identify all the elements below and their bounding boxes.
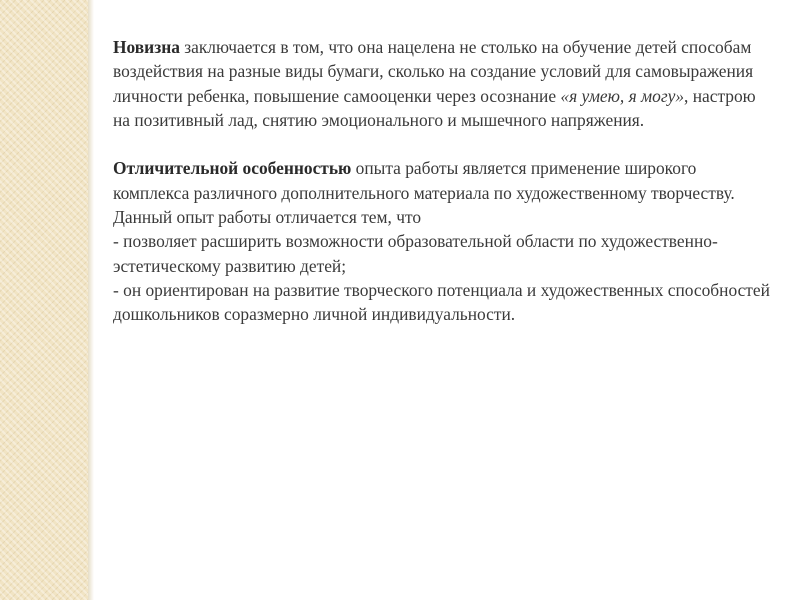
slide-text	[113, 35, 773, 327]
novelty-text-a: заключается в том, что она нацелена не столько на обучение детей способам воздействия на разные виды бумаги, сколько на создание условий для самовыражения личности ребенка, повышение самооценки через осознание	[113, 37, 754, 106]
novelty-term: Новизна	[113, 37, 180, 57]
bullet-item-1: - позволяет расширить возможности образовательной области по художественно-эстетическому развитию детей;	[113, 231, 718, 276]
distinctive-paragraph	[113, 156, 773, 205]
distinctive-term: Отличительной особенностью	[113, 158, 352, 179]
paragraph-gap	[113, 132, 773, 156]
bullet-item-2: - он ориентирован на развитие творческого потенциала и художественных способностей дошкольников соразмерно личной индивидуальности.	[113, 279, 770, 325]
novelty-paragraph	[113, 35, 773, 132]
distinctive-text: опыта работы является применение широкого комплекса различного дополнительного материала по художественному творчеству.	[113, 158, 735, 203]
strip-shadow	[88, 0, 94, 600]
novelty-text-b: , настрою на позитивный лад, снятию эмоционального и мышечного напряжения.	[113, 85, 756, 130]
novelty-quote: «я умею, я могу»	[560, 85, 685, 106]
decorative-side-strip	[0, 0, 88, 600]
difference-line: Данный опыт работы отличается тем, что	[113, 207, 422, 228]
